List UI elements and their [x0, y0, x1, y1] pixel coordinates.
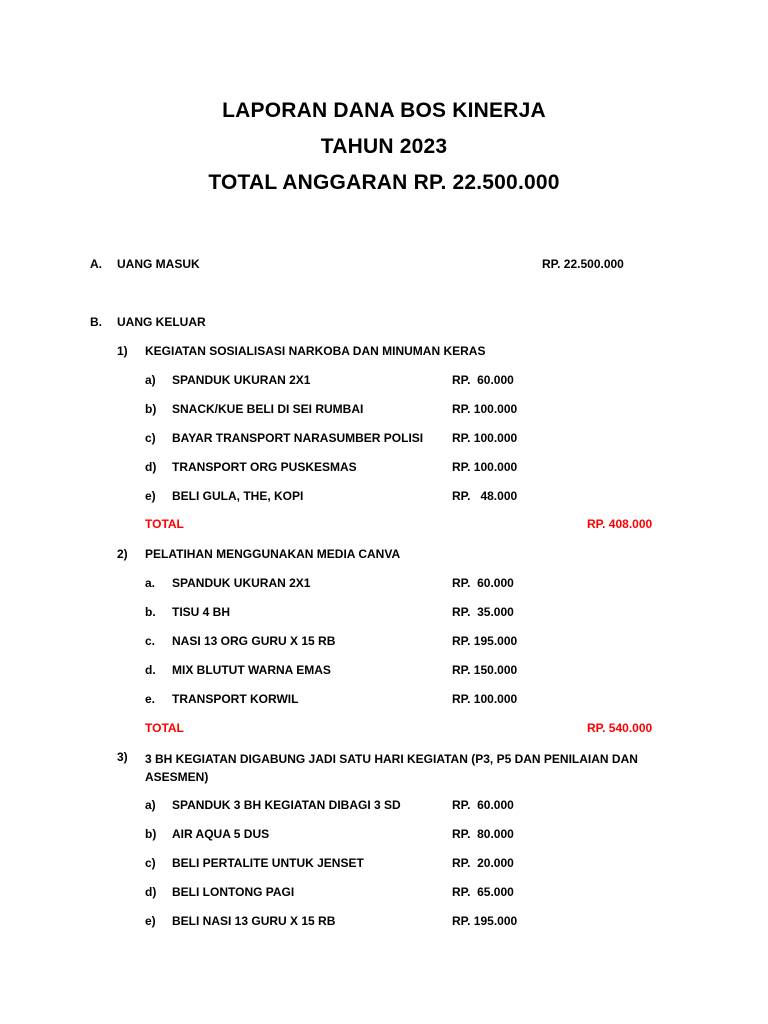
section-a-label: UANG MASUK — [117, 257, 200, 271]
item-desc: SNACK/KUE BELI DI SEI RUMBAI — [172, 402, 364, 416]
item-marker: c) — [145, 856, 156, 870]
item-marker: a) — [145, 373, 156, 387]
item-amount: RP. 48.000 — [452, 489, 518, 503]
item-marker: e) — [145, 489, 156, 503]
item-desc: BELI PERTALITE UNTUK JENSET — [172, 856, 364, 870]
activity-2-number: 2) — [117, 547, 128, 561]
activity-2-total-amount: RP. 540.000 — [587, 721, 653, 735]
item-marker: a. — [145, 576, 156, 590]
section-a-amount: RP. 22.500.000 — [542, 257, 624, 271]
activity-2-total-label: TOTAL — [145, 721, 184, 735]
item-desc: TISU 4 BH — [172, 605, 231, 619]
item-marker: d) — [145, 885, 157, 899]
title-line-1: LAPORAN DANA BOS KINERJA — [222, 99, 546, 122]
activity-1-number: 1) — [117, 344, 128, 358]
item-amount: RP. 100.000 — [452, 460, 518, 474]
item-desc: NASI 13 ORG GURU X 15 RB — [172, 634, 336, 648]
item-marker: a) — [145, 798, 156, 812]
item-desc: AIR AQUA 5 DUS — [172, 827, 270, 841]
title-line-2: TAHUN 2023 — [320, 135, 448, 158]
item-desc: BELI GULA, THE, KOPI — [172, 489, 304, 503]
activity-3-title: 3 BH KEGIATAN DIGABUNG JADI SATU HARI KEGIATAN (P3, P5 DAN PENILAIAN DAN ASESMEN) — [145, 752, 638, 784]
item-marker: d) — [145, 460, 157, 474]
item-desc: BELI LONTONG PAGI — [172, 885, 295, 899]
activity-3-number: 3) — [117, 750, 128, 764]
item-desc: MIX BLUTUT WARNA EMAS — [172, 663, 331, 677]
item-desc: TRANSPORT KORWIL — [172, 692, 299, 706]
section-a-marker: A. — [90, 257, 102, 271]
section-b-marker: B. — [90, 315, 102, 329]
item-marker: e. — [145, 692, 156, 706]
item-amount: RP. 60.000 — [452, 373, 514, 387]
activity-1-total-amount: RP. 408.000 — [587, 517, 653, 531]
item-amount: RP. 195.000 — [452, 914, 518, 928]
activity-2-title: PELATIHAN MENGGUNAKAN MEDIA CANVA — [145, 547, 401, 561]
report-title — [0, 93, 768, 201]
item-amount: RP. 100.000 — [452, 431, 518, 445]
item-marker: c) — [145, 431, 156, 445]
item-amount: RP. 65.000 — [452, 885, 514, 899]
item-desc: SPANDUK UKURAN 2X1 — [172, 576, 311, 590]
item-amount: RP. 100.000 — [452, 692, 518, 706]
item-amount: RP. 195.000 — [452, 634, 518, 648]
item-marker: d. — [145, 663, 156, 677]
item-marker: e) — [145, 914, 156, 928]
item-marker: b) — [145, 402, 157, 416]
section-b-label: UANG KELUAR — [117, 315, 206, 329]
item-amount: RP. 80.000 — [452, 827, 514, 841]
item-marker: c. — [145, 634, 156, 648]
item-desc: BAYAR TRANSPORT NARASUMBER POLISI — [172, 431, 424, 445]
item-amount: RP. 150.000 — [452, 663, 518, 677]
item-amount: RP. 60.000 — [452, 576, 514, 590]
item-amount: RP. 35.000 — [452, 605, 514, 619]
item-desc: SPANDUK 3 BH KEGIATAN DIBAGI 3 SD — [172, 798, 401, 812]
activity-1-total-label: TOTAL — [145, 517, 184, 531]
activity-1-title: KEGIATAN SOSIALISASI NARKOBA DAN MINUMAN KERAS — [145, 344, 486, 358]
item-desc: BELI NASI 13 GURU X 15 RB — [172, 914, 336, 928]
item-amount: RP. 20.000 — [452, 856, 514, 870]
item-amount: RP. 100.000 — [452, 402, 518, 416]
item-desc: SPANDUK UKURAN 2X1 — [172, 373, 311, 387]
item-marker: b. — [145, 605, 156, 619]
item-marker: b) — [145, 827, 157, 841]
item-desc: TRANSPORT ORG PUSKESMAS — [172, 460, 357, 474]
title-line-3: TOTAL ANGGARAN RP. 22.500.000 — [208, 171, 560, 194]
item-amount: RP. 60.000 — [452, 798, 514, 812]
